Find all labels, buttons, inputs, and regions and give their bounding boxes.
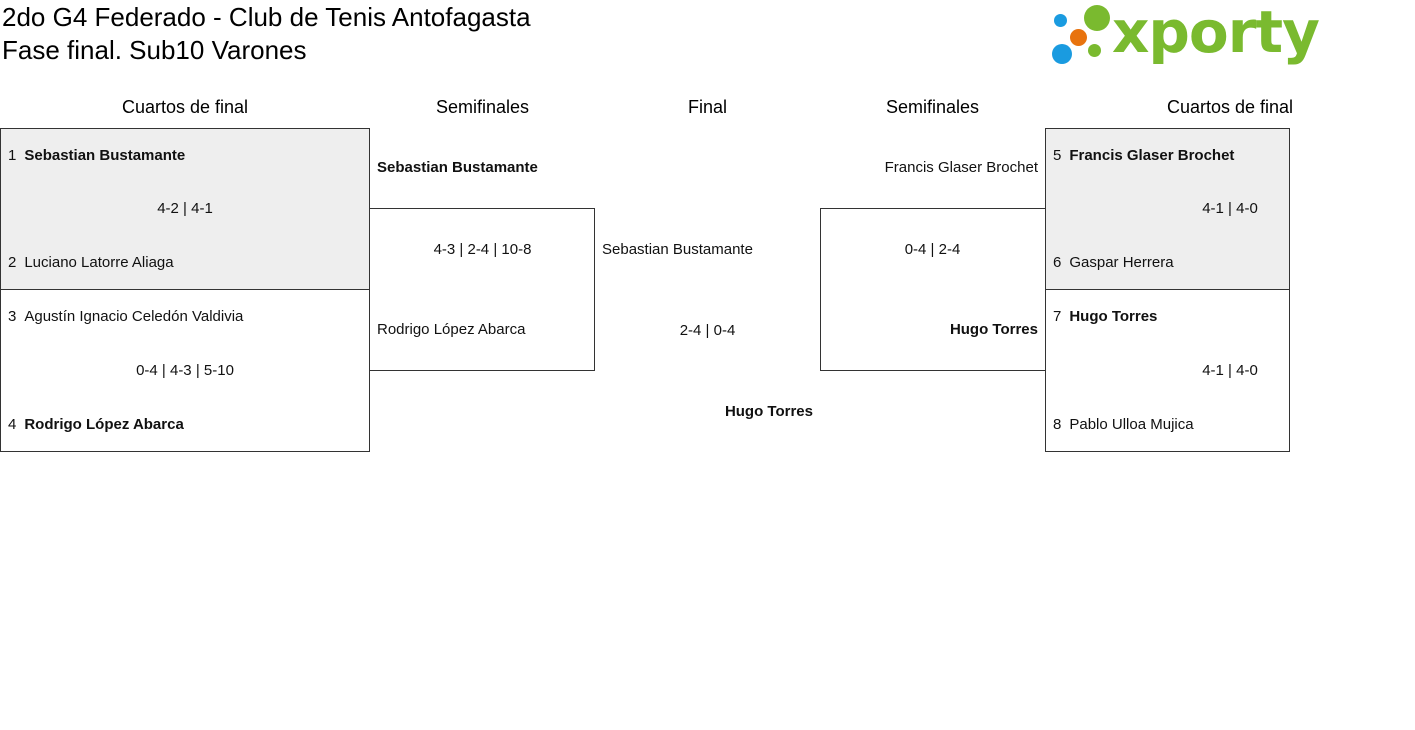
seed-number: 1 [8, 147, 17, 164]
left-qf2-player2[interactable] [8, 415, 184, 435]
match-box-right-semi[interactable] [820, 208, 1046, 371]
xporty-logo[interactable] [1050, 0, 1319, 66]
logo-dot-green [1084, 5, 1110, 31]
player-name: Pablo Ulloa Mujica [1069, 416, 1194, 433]
player-name: Hugo Torres [1069, 308, 1158, 325]
match-box-left-semi[interactable] [369, 208, 595, 371]
left-semi-score: 4-3 | 2-4 | 10-8 [433, 241, 532, 258]
final-score: 2-4 | 0-4 [679, 322, 736, 339]
seed-number: 4 [8, 416, 17, 433]
seed-number: 2 [8, 254, 17, 271]
right-qf2-player2[interactable] [1053, 415, 1194, 435]
column-header-final: Final [687, 97, 727, 117]
right-semi-score: 0-4 | 2-4 [904, 241, 961, 258]
right-qf2-player1[interactable] [1053, 307, 1157, 327]
seed-number: 7 [1053, 308, 1062, 325]
seed-number: 5 [1053, 147, 1062, 164]
right-qf1-player2[interactable] [1053, 253, 1174, 273]
player-name: Gaspar Herrera [1069, 254, 1174, 271]
final-player1[interactable]: Sebastian Bustamante [602, 241, 753, 258]
player-name: Francis Glaser Brochet [1069, 147, 1235, 164]
seed-number: 6 [1053, 254, 1062, 271]
logo-dot-orange [1070, 29, 1087, 46]
right-semi-player1[interactable]: Francis Glaser Brochet [884, 159, 1038, 176]
column-header-right-semis: Semifinales [885, 97, 980, 117]
left-qf1-score: 4-2 | 4-1 [157, 200, 213, 217]
final-winner[interactable]: Hugo Torres [724, 403, 813, 420]
phase-title: Fase final. Sub10 Varones [2, 35, 307, 65]
tournament-title: 2do G4 Federado - Club de Tenis Antofagasta [2, 2, 531, 32]
logo-dot-blue-large [1052, 44, 1072, 64]
player-name: Rodrigo López Abarca [24, 416, 184, 433]
seed-number: 3 [8, 308, 17, 325]
right-qf1-score: 4-1 | 4-0 [1202, 200, 1258, 217]
logo-dot-green-small [1088, 44, 1101, 57]
left-semi-player1[interactable]: Sebastian Bustamante [377, 159, 538, 176]
left-semi-player2[interactable]: Rodrigo López Abarca [377, 321, 526, 338]
left-qf2-score: 0-4 | 4-3 | 5-10 [136, 362, 234, 379]
right-qf2-score: 4-1 | 4-0 [1202, 362, 1258, 379]
player-name: Sebastian Bustamante [24, 147, 186, 164]
left-qf1-player1[interactable] [8, 146, 185, 166]
player-name: Agustín Ignacio Celedón Valdivia [24, 308, 244, 325]
column-header-left-quarters: Cuartos de final [121, 97, 249, 117]
right-semi-player2[interactable]: Hugo Torres [949, 321, 1038, 338]
left-qf1-player2[interactable] [8, 253, 174, 273]
seed-number: 8 [1053, 416, 1062, 433]
right-qf1-player1[interactable] [1053, 146, 1234, 166]
left-qf2-player1[interactable] [8, 307, 243, 327]
logo-wordmark: xporty [1112, 0, 1319, 66]
player-name: Luciano Latorre Aliaga [24, 254, 174, 271]
logo-dot-blue [1054, 14, 1067, 27]
column-header-left-semis: Semifinales [435, 97, 530, 117]
column-header-right-quarters: Cuartos de final [1166, 97, 1294, 117]
